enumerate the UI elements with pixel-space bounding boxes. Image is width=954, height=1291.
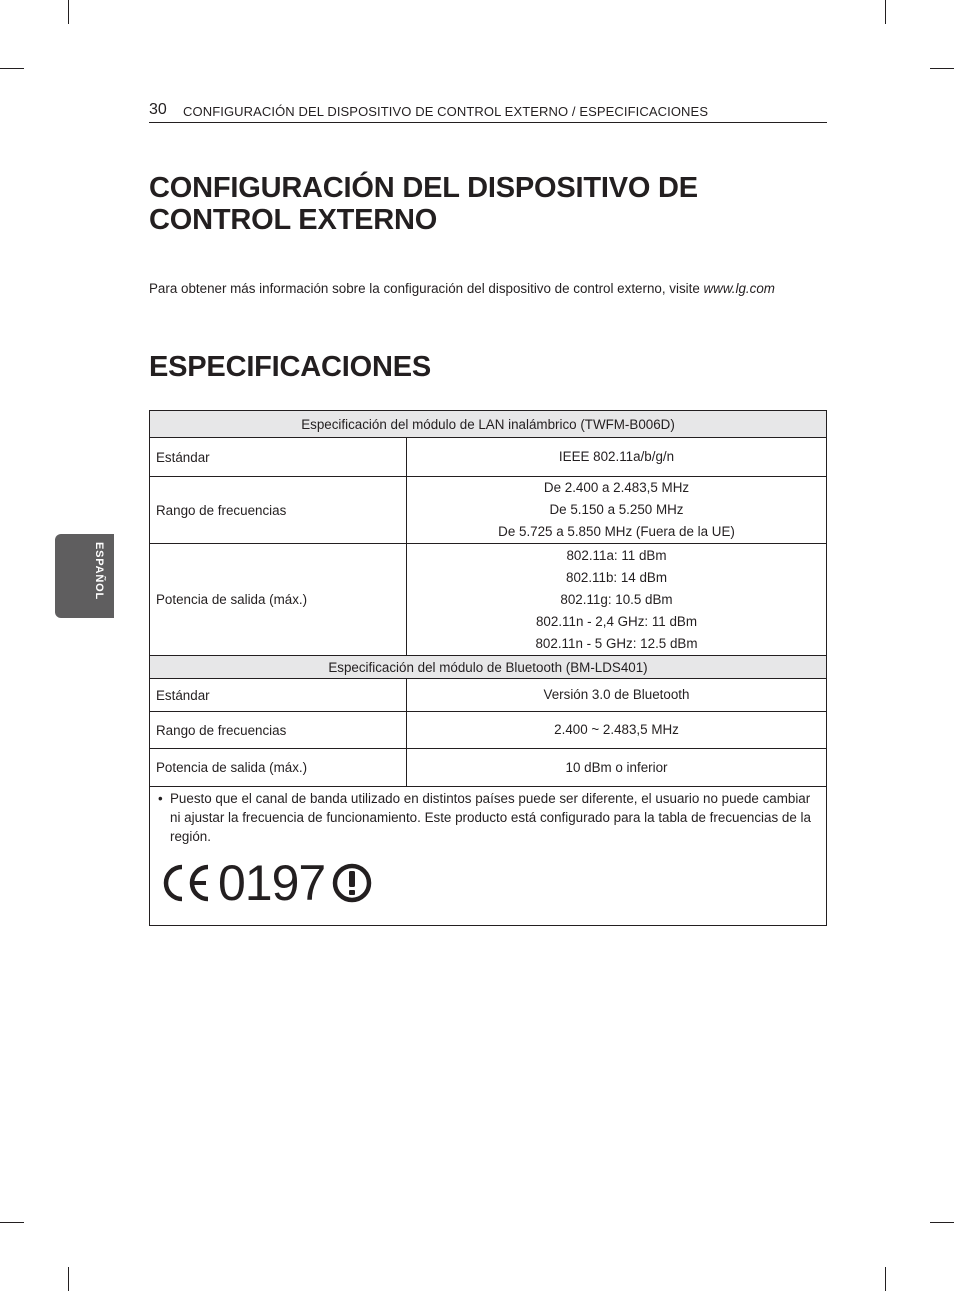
table-row	[150, 656, 827, 679]
crop-mark	[0, 1222, 24, 1223]
intro-paragraph: Para obtener más información sobre la configuración del dispositivo de control externo, visite www.lg.com	[149, 281, 775, 296]
row-value: Versión 3.0 de Bluetooth	[407, 679, 827, 712]
ce-mark-icon	[158, 862, 212, 904]
page-number: 30	[149, 101, 167, 118]
crop-mark	[0, 68, 24, 69]
crop-mark	[930, 1222, 954, 1223]
note-text: Puesto que el canal de banda utilizado en distintos países puede ser diferente, el usuario no puede cambiar ni ajustar la frecuencia de funcionamiento. Este producto está configurado para la tabla de frecuencias de la región.	[170, 791, 811, 844]
crop-mark	[885, 1267, 886, 1291]
table-row	[150, 411, 827, 438]
spec-table	[149, 410, 827, 926]
row-label: Rango de frecuencias	[150, 712, 407, 749]
lg-url-link[interactable]: www.lg.com	[703, 281, 775, 296]
bullet: •	[158, 791, 163, 806]
language-side-tab-label: ESPAÑOL	[93, 542, 105, 600]
crop-mark	[68, 0, 69, 24]
row-label: Estándar	[150, 438, 407, 477]
row-label: Rango de frecuencias	[150, 477, 407, 544]
row-value: 2.400 ~ 2.483,5 MHz	[407, 712, 827, 749]
section-title-especificaciones: ESPECIFICACIONES	[149, 351, 432, 383]
bt-section-header: Especificación del módulo de Bluetooth (BM-LDS401)	[150, 656, 827, 679]
wlan-section-header: Especificación del módulo de LAN inalámbrico (TWFM-B006D)	[150, 411, 827, 438]
row-value: De 2.400 a 2.483,5 MHz De 5.150 a 5.250 MHz De 5.725 a 5.850 MHz (Fuera de la UE)	[407, 477, 827, 544]
crop-mark	[885, 0, 886, 24]
table-row	[150, 544, 827, 656]
running-title: CONFIGURACIÓN DEL DISPOSITIVO DE CONTROL EXTERNO / ESPECIFICACIONES	[183, 104, 709, 119]
row-label: Potencia de salida (máx.)	[150, 544, 407, 656]
note-item	[158, 789, 816, 846]
certification-marks	[158, 852, 816, 914]
row-label: Potencia de salida (máx.)	[150, 749, 407, 787]
table-row	[150, 438, 827, 477]
page-header	[149, 100, 827, 123]
alert-circle-icon	[331, 862, 373, 904]
note-cell	[150, 787, 827, 926]
row-value: IEEE 802.11a/b/g/n	[407, 438, 827, 477]
crop-mark	[68, 1267, 69, 1291]
row-label: Estándar	[150, 679, 407, 712]
row-value: 10 dBm o inferior	[407, 749, 827, 787]
section-title-control-externo: CONFIGURACIÓN DEL DISPOSITIVO DE CONTROL EXTERNO	[149, 172, 698, 236]
crop-mark	[930, 68, 954, 69]
table-row	[150, 749, 827, 787]
row-value: 802.11a: 11 dBm 802.11b: 14 dBm 802.11g: 10.5 dBm 802.11n - 2,4 GHz: 11 dBm 802.11n - 5 GHz: 12.5 dBm	[407, 544, 827, 656]
table-row	[150, 679, 827, 712]
table-row	[150, 712, 827, 749]
ce-notified-body-number: 0197	[218, 855, 326, 911]
language-side-tab	[55, 534, 114, 618]
table-row	[150, 477, 827, 544]
table-row	[150, 787, 827, 926]
